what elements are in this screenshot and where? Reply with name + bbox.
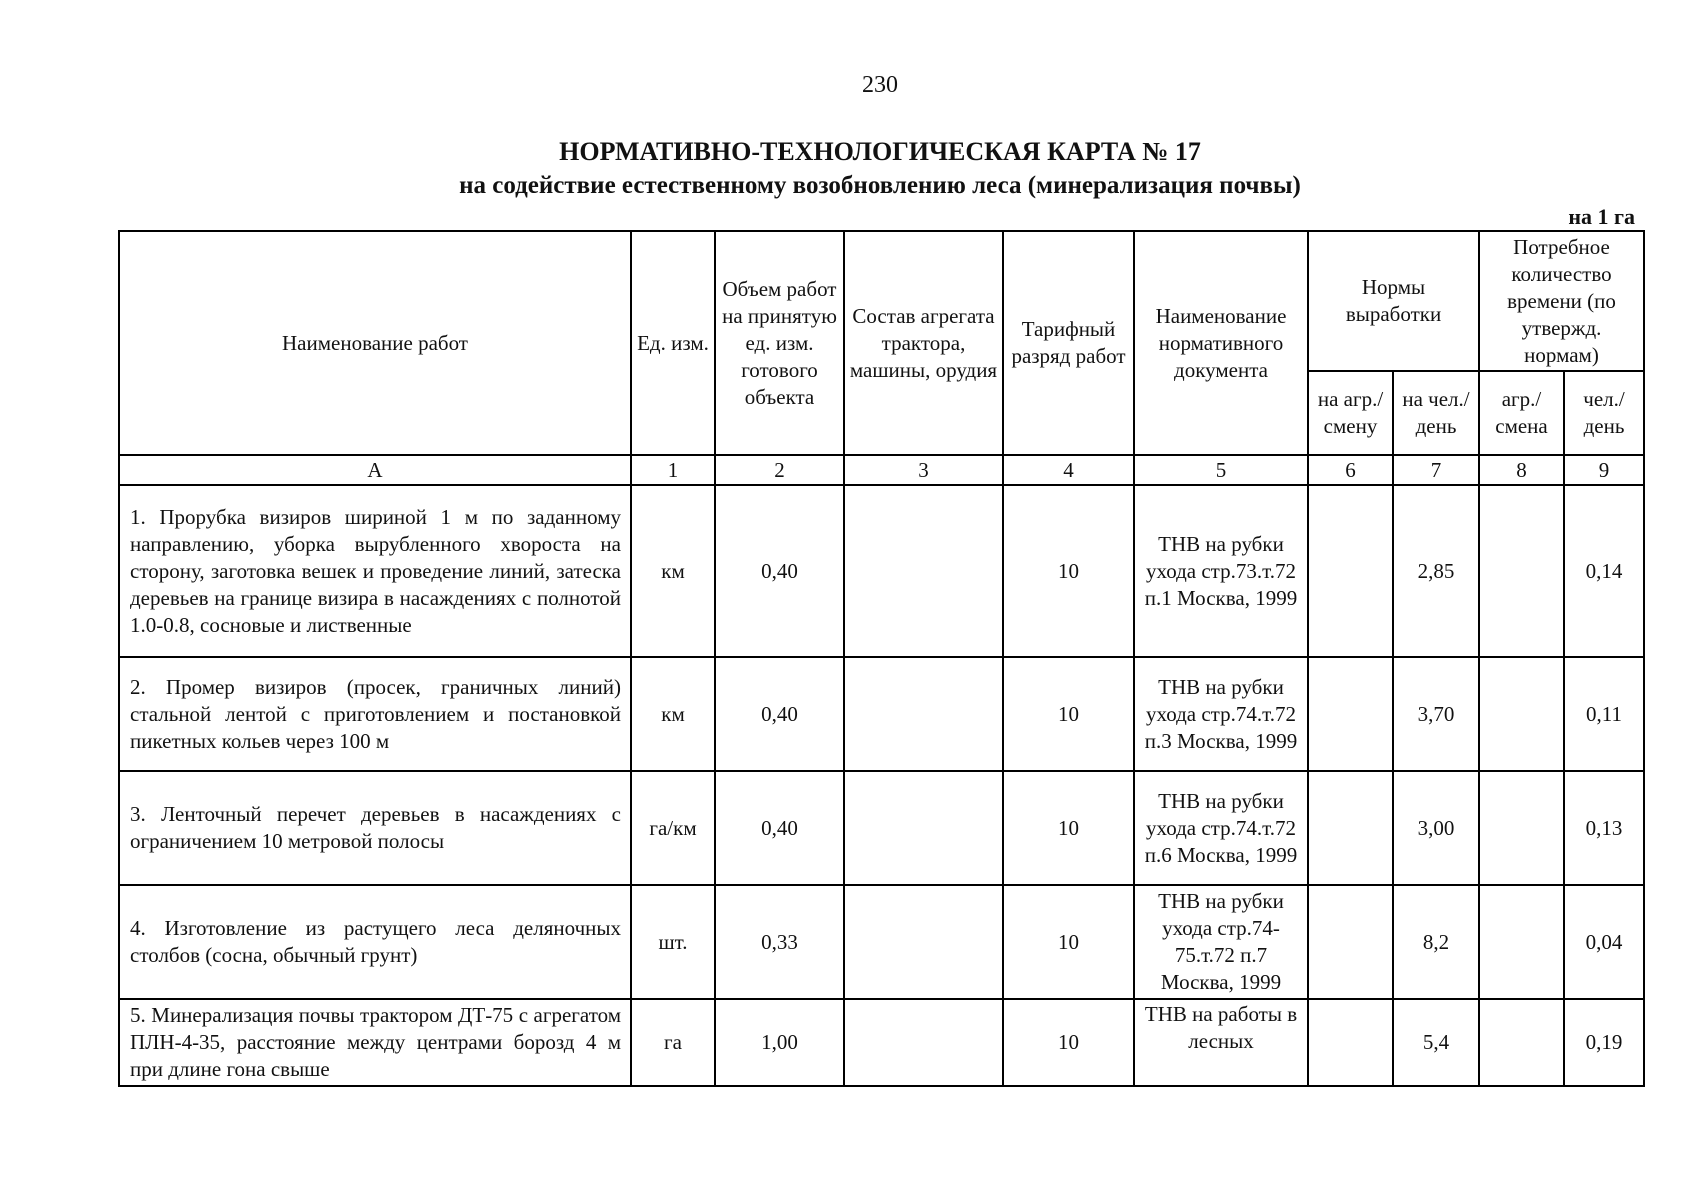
grade-cell: 10: [1003, 999, 1134, 1086]
column-index-cell: 1: [631, 455, 715, 485]
norms-table: [118, 230, 1645, 1087]
header-time-agr: агр./ смена: [1479, 371, 1564, 455]
column-index-cell: 2: [715, 455, 844, 485]
volume-cell: 0,40: [715, 657, 844, 771]
composition-cell: [844, 657, 1003, 771]
time-person-cell: 0,04: [1564, 885, 1644, 999]
table-row: [119, 485, 1644, 657]
time-agr-cell: [1479, 999, 1564, 1086]
unit-cell: га: [631, 999, 715, 1086]
norm-person-cell: 3,70: [1393, 657, 1479, 771]
document-title: НОРМАТИВНО-ТЕХНОЛОГИЧЕСКАЯ КАРТА № 17: [559, 137, 1201, 166]
document-cell: ТНВ на работы в лесных: [1134, 999, 1308, 1086]
column-index-cell: 7: [1393, 455, 1479, 485]
table-row: [119, 771, 1644, 885]
time-person-cell: 0,19: [1564, 999, 1644, 1086]
per-unit-label: на 1 га: [1568, 204, 1635, 229]
time-person-cell: 0,11: [1564, 657, 1644, 771]
header-work-name: Наименование работ: [119, 231, 631, 455]
header-time-needed: Потребное количество времени (по утвержд. нормам): [1479, 231, 1644, 371]
norm-person-cell: 2,85: [1393, 485, 1479, 657]
column-index-cell: 3: [844, 455, 1003, 485]
work-name-cell: 2. Промер визиров (просек, граничных линий) стальной лентой с приготовлением и постановкой пикетных кольев через 100 м: [119, 657, 631, 771]
header-norms-agr: на агр./ смену: [1308, 371, 1393, 455]
unit-cell: шт.: [631, 885, 715, 999]
norm-agr-cell: [1308, 771, 1393, 885]
norm-person-cell: 8,2: [1393, 885, 1479, 999]
volume-cell: 1,00: [715, 999, 844, 1086]
grade-cell: 10: [1003, 771, 1134, 885]
document-cell: ТНВ на рубки ухода стр.74-75.т.72 п.7 Москва, 1999: [1134, 885, 1308, 999]
time-agr-cell: [1479, 771, 1564, 885]
page-number: 230: [862, 72, 898, 98]
norm-agr-cell: [1308, 485, 1393, 657]
work-name-cell: 4. Изготовление из растущего леса деляночных столбов (сосна, обычный грунт): [119, 885, 631, 999]
header-unit: Ед. изм.: [631, 231, 715, 455]
composition-cell: [844, 999, 1003, 1086]
norm-person-cell: 5,4: [1393, 999, 1479, 1086]
time-person-cell: 0,14: [1564, 485, 1644, 657]
header-grade: Тарифный разряд работ: [1003, 231, 1134, 455]
header-volume: Объем работ на принятую ед. изм. готового объекта: [715, 231, 844, 455]
column-index-cell: 9: [1564, 455, 1644, 485]
grade-cell: 10: [1003, 885, 1134, 999]
unit-cell: км: [631, 485, 715, 657]
norm-agr-cell: [1308, 885, 1393, 999]
time-agr-cell: [1479, 885, 1564, 999]
table-row: [119, 999, 1644, 1086]
composition-cell: [844, 485, 1003, 657]
volume-cell: 0,40: [715, 485, 844, 657]
document-cell: ТНВ на рубки ухода стр.74.т.72 п.3 Москва, 1999: [1134, 657, 1308, 771]
unit-cell: га/км: [631, 771, 715, 885]
work-name-cell: 5. Минерализация почвы трактором ДТ-75 с агрегатом ПЛН-4-35, расстояние между центрами борозд 4 м при длине гона свыше: [119, 999, 631, 1086]
column-index-cell: 8: [1479, 455, 1564, 485]
column-index-row: [119, 455, 1644, 485]
time-agr-cell: [1479, 485, 1564, 657]
document-cell: ТНВ на рубки ухода стр.73.т.72 п.1 Москва, 1999: [1134, 485, 1308, 657]
volume-cell: 0,40: [715, 771, 844, 885]
grade-cell: 10: [1003, 657, 1134, 771]
work-name-cell: 3. Ленточный перечет деревьев в насаждениях с ограничением 10 метровой полосы: [119, 771, 631, 885]
time-agr-cell: [1479, 657, 1564, 771]
header-norms-person: на чел./ день: [1393, 371, 1479, 455]
header-time-person: чел./ день: [1564, 371, 1644, 455]
grade-cell: 10: [1003, 485, 1134, 657]
norm-agr-cell: [1308, 657, 1393, 771]
table-row: [119, 885, 1644, 999]
composition-cell: [844, 885, 1003, 999]
table-row: [119, 657, 1644, 771]
column-index-cell: А: [119, 455, 631, 485]
column-index-cell: 4: [1003, 455, 1134, 485]
column-index-cell: 6: [1308, 455, 1393, 485]
header-norms: Нормы выработки: [1308, 231, 1479, 371]
header-composition: Состав агрегата трактора, машины, орудия: [844, 231, 1003, 455]
document-cell: ТНВ на рубки ухода стр.74.т.72 п.6 Москва, 1999: [1134, 771, 1308, 885]
time-person-cell: 0,13: [1564, 771, 1644, 885]
composition-cell: [844, 771, 1003, 885]
norm-agr-cell: [1308, 999, 1393, 1086]
column-index-cell: 5: [1134, 455, 1308, 485]
header-document: Наименование нормативного документа: [1134, 231, 1308, 455]
document-subtitle: на содействие естественному возобновлению леса (минерализация почвы): [459, 172, 1301, 199]
work-name-cell: 1. Прорубка визиров шириной 1 м по заданному направлению, уборка вырубленного хвороста на сторону, заготовка вешек и проведение линий, затеска деревьев на границе визира в насаждениях с полнотой 1.0-0.8, сосновые и лиственные: [119, 485, 631, 657]
volume-cell: 0,33: [715, 885, 844, 999]
norm-person-cell: 3,00: [1393, 771, 1479, 885]
unit-cell: км: [631, 657, 715, 771]
header-row-top: [119, 231, 1644, 371]
